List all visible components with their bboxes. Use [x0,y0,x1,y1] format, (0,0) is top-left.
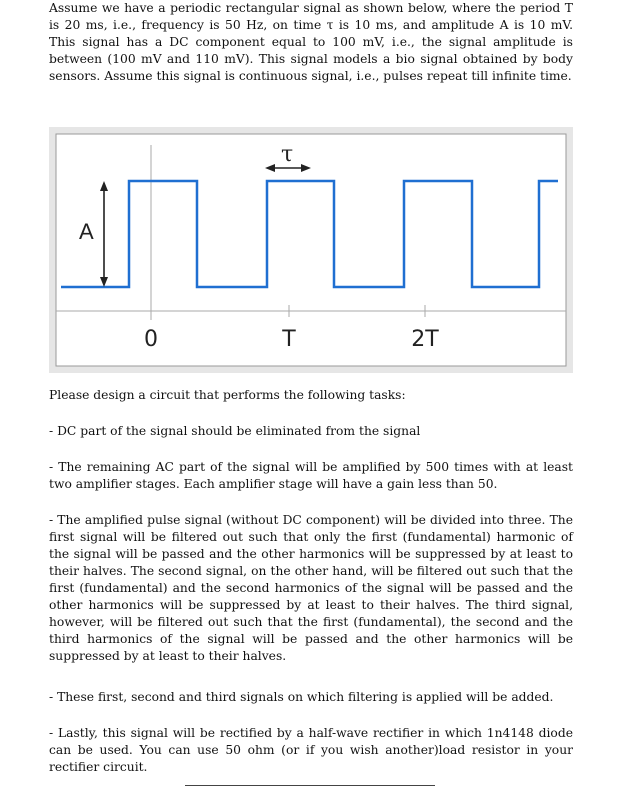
tasks-heading: Please design a circuit that performs the following tasks: [49,388,406,402]
tick-label-T: T [282,327,296,352]
tick-label-0: 0 [144,327,158,352]
task-item-amplification: - The remaining AC part of the signal will be amplified by 500 times with at least two amplifier stages. Each amplifier stage will have a gain less than 50. [49,460,573,491]
footer-divider [185,785,435,786]
intro-paragraph: Assume we have a periodic rectangular signal as shown below, where the period T is 20 ms, i.e., frequency is 50 Hz, on time τ is 10 ms, and amplitude A is 10 mV. This signal has a DC component equal to 100 mV, i.e., the signal amplitude is between (100 mV and 110 mV). This signal models a bio signal obtained by body sensors. Assume this signal is continuous signal, i.e., pulses repeat till infinite time. [49,1,573,83]
tau-label: τ [281,142,294,167]
task-item-filtering: - The amplified pulse signal (without DC component) will be divided into three. The first signal will be filtered out such that only the first (fundamental) harmonic of the signal will be passed and the other harmonics will be suppressed by at least to their halves. The second signal, on the other hand, will be filtered out such that the first (fundamental) and the second harmonics of the signal will be passed and the other harmonics will be suppressed by at least to their halves. The third signal, however, will be filtered out such that the first (fundamental), the second and the third harmonics of the signal will be passed and the other harmonics will be suppressed by at least to their halves. [49,513,573,663]
tick-label-2T: 2T [411,327,439,352]
task-item-rectification: - Lastly, this signal will be rectified by a half-wave rectifier in which 1n4148 diode can be used. You can use 50 ohm (or if you wish another)load resistor in your rectifier circuit. [49,726,573,774]
signal-figure [49,127,573,373]
task-item-summation: - These first, second and third signals on which filtering is applied will be added. [49,690,554,704]
plot-area [56,134,566,366]
amplitude-label: A [79,219,94,244]
task-item-dc-removal: - DC part of the signal should be eliminated from the signal [49,424,421,438]
pulse-waveform-diagram [49,127,573,373]
